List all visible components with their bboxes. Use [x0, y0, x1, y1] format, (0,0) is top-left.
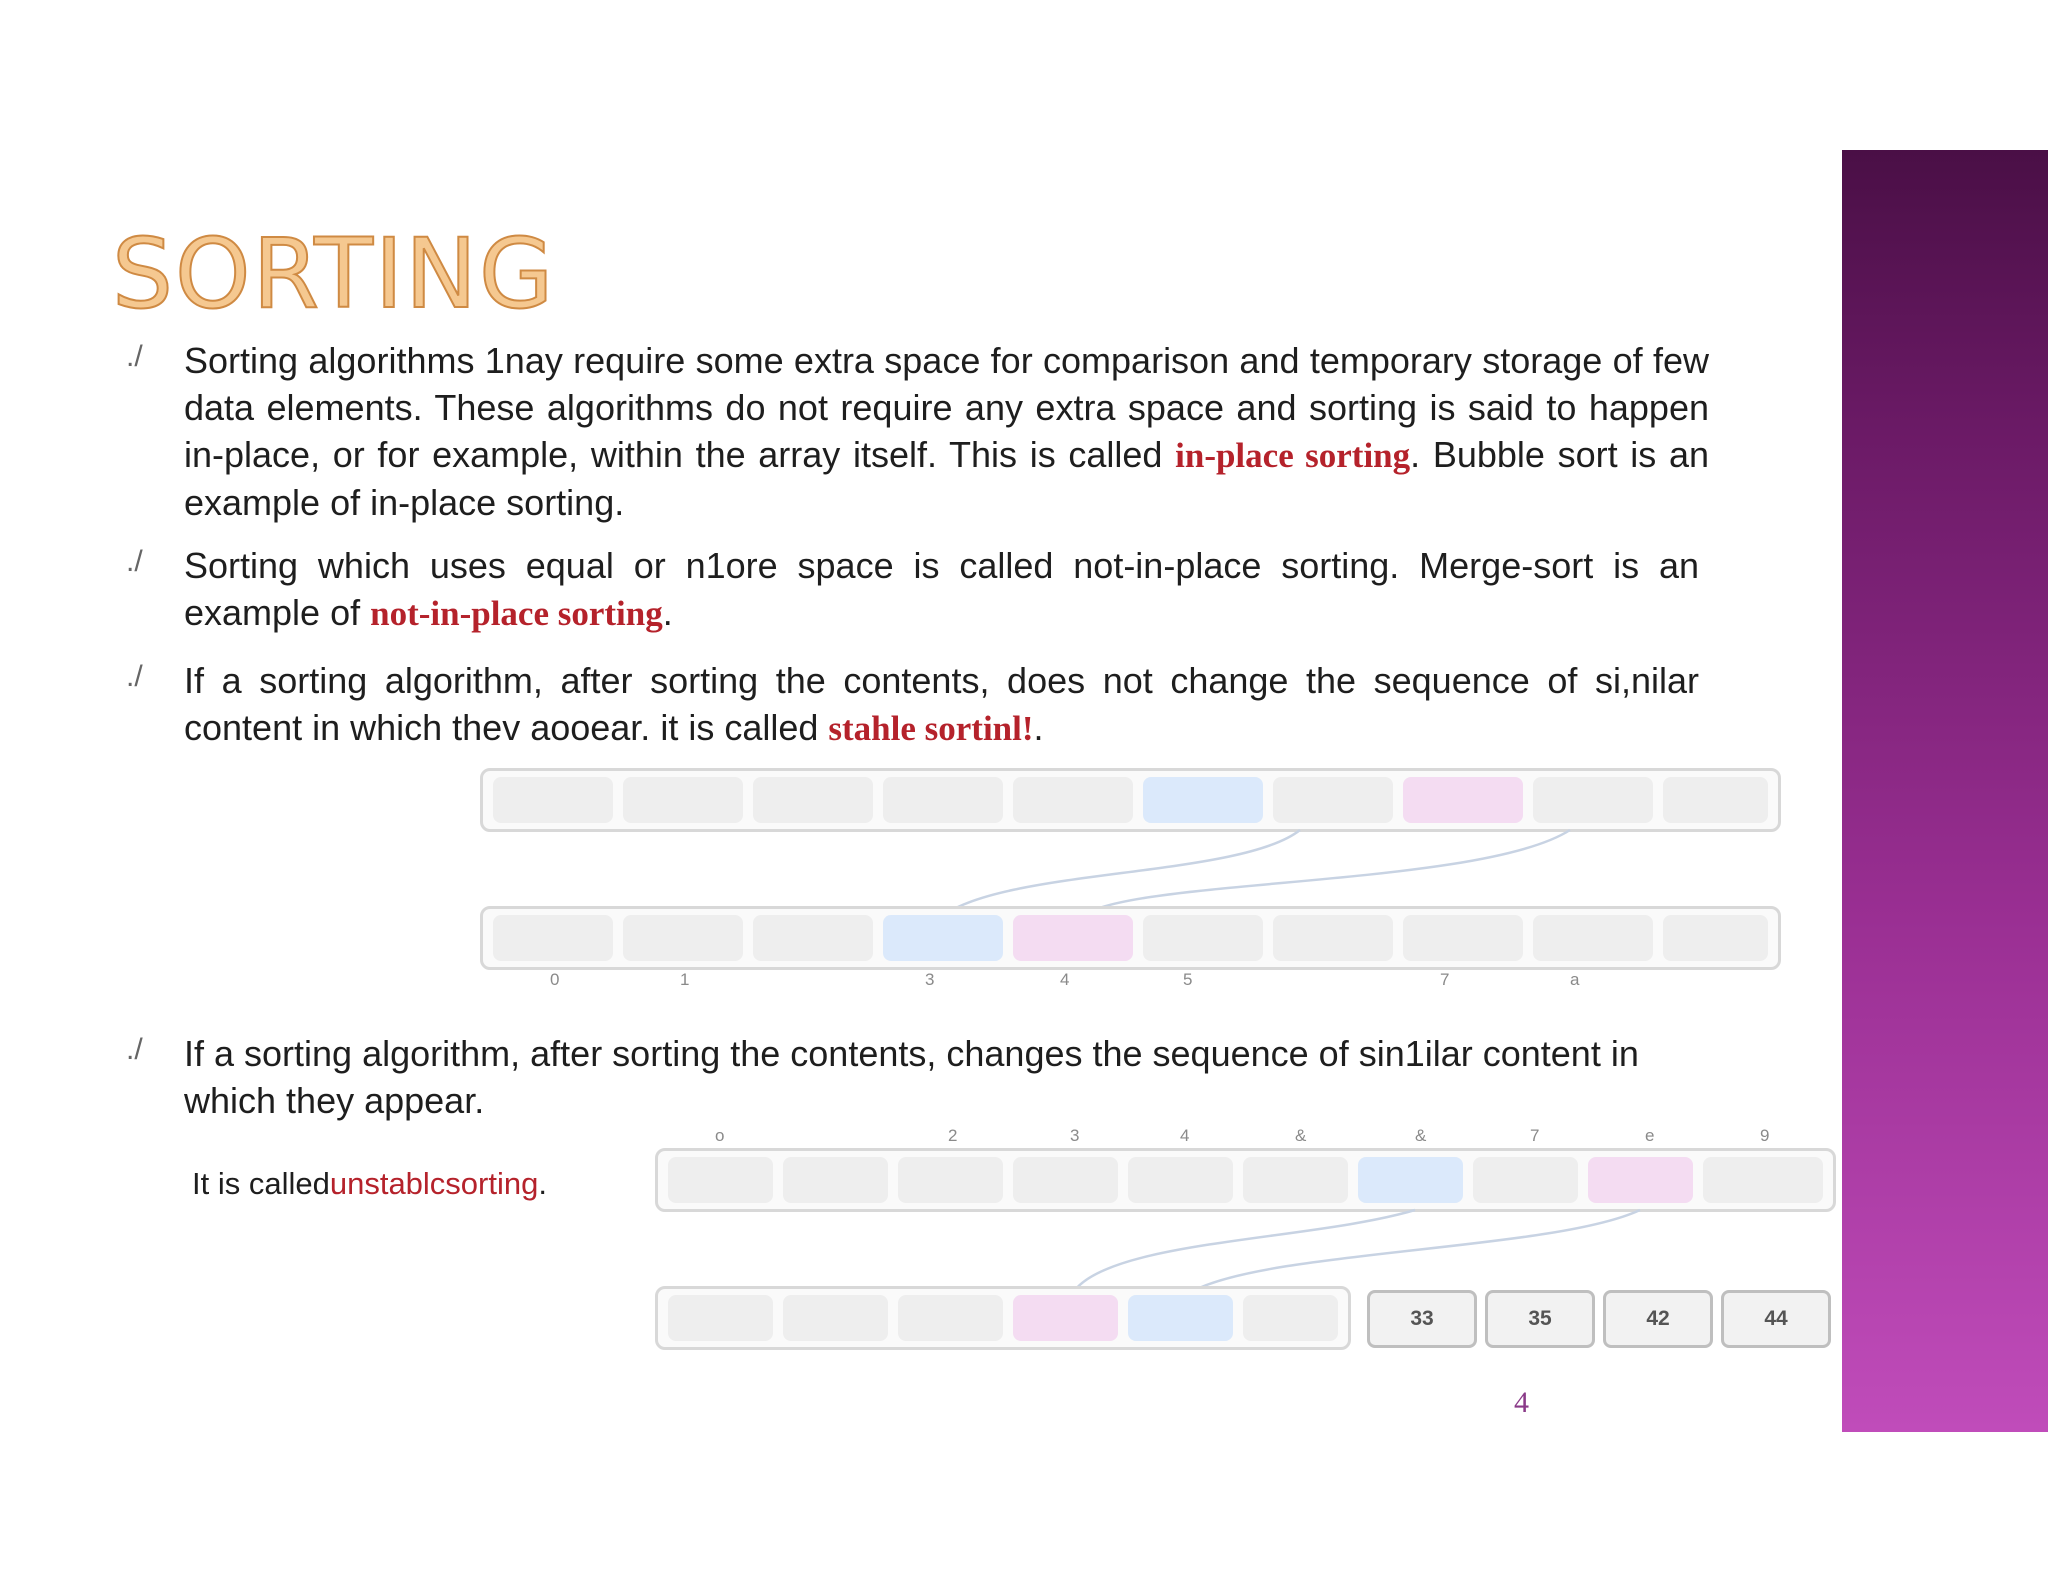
slide-title: SORTING — [112, 218, 556, 330]
term-stable-sorting: stahle sortinl! — [828, 709, 1034, 748]
bullet-in-place — [126, 337, 1709, 526]
term-unstable-sorting: unstablcsorting — [329, 1166, 539, 1201]
bullet-stable — [126, 657, 1699, 752]
sorted-box: 44 — [1721, 1290, 1831, 1348]
bullet-text: If a sorting algorithm, after sorting the contents, changes the sequence of sin1ilar content in which they appear. — [184, 1033, 1639, 1121]
diagram-row-sorted — [480, 906, 1781, 970]
term-not-in-place-sorting: not-in-place sorting — [370, 594, 663, 633]
bullet-not-in-place — [126, 542, 1699, 637]
unstable-sort-diagram: o 2 3 4 & & 7 e 9 33 35 42 44 — [655, 1120, 1835, 1380]
check-bullet-icon: ./ — [126, 660, 143, 693]
sorted-box: 42 — [1603, 1290, 1713, 1348]
check-bullet-icon: ./ — [126, 545, 143, 578]
check-bullet-icon: ./ — [126, 1033, 143, 1066]
bullet-text: Sorting algorithms 1nay require some extra space for comparison and temporary storage of few data elements. These algorithms do not require any extra space and sorting is said to happen in-place, or for example, within the array itself. This is called in-place sorting. Bubble sort is an example of in-place sorting. — [184, 340, 1709, 523]
page-number: 4 — [1514, 1386, 1529, 1419]
bullet-text: Sorting which uses equal or n1ore space is called not-in-place sorting. Merge-sort is an example of not-in-place sorting. — [184, 545, 1699, 633]
bullet-text: If a sorting algorithm, after sorting the contents, does not change the sequence of si,nilar content in which thev aooear. it is called stahle sortinl!. — [184, 660, 1699, 748]
decorative-side-band — [1842, 150, 2048, 1432]
check-bullet-icon: ./ — [126, 340, 143, 373]
unstable-definition: It is calledunstablcsorting. — [192, 1166, 547, 1201]
diagram-row-sorted — [655, 1286, 1351, 1350]
sorted-box: 35 — [1485, 1290, 1595, 1348]
stable-sort-diagram: 0 1 3 4 5 7 a — [480, 758, 1780, 998]
sorted-box: 33 — [1367, 1290, 1477, 1348]
term-in-place-sorting: in-place sorting — [1175, 436, 1411, 475]
bullet-unstable — [126, 1030, 1709, 1124]
